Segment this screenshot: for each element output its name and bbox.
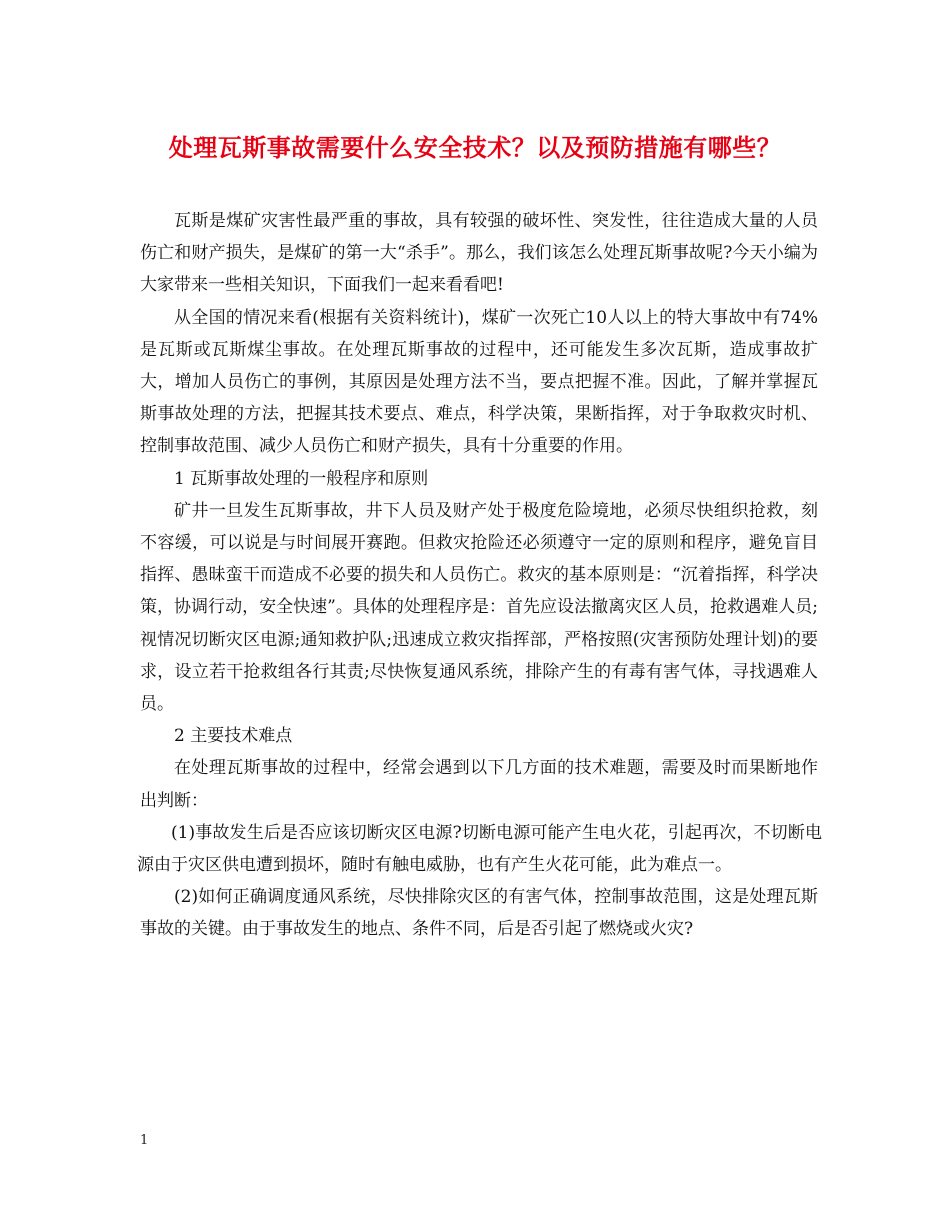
section-heading-2: 2 主要技术难点: [174, 726, 293, 747]
section-heading-1: 1 瓦斯事故处理的一般程序和原则: [174, 468, 429, 489]
difficulty-item-2: (2)如何正确调度通风系统，尽快排除灾区的有害气体，控制事故范围，这是处理瓦斯事故的关键。由于事故发生的地点、条件不同，后是否引起了燃烧或火灾?: [140, 887, 818, 940]
difficulties-paragraph: 在处理瓦斯事故的过程中，经常会遇到以下几方面的技术难题，需要及时而果断地作出判断：: [140, 758, 818, 811]
procedure-paragraph: 矿井一旦发生瓦斯事故，井下人员及财产处于极度危险境地，必须尽快组织抢救，刻不容缓，可以说是与时间展开赛跑。但救灾抢险还必须遵守一定的原则和程序，避免盲目指挥、愚昧蛮干而造成不必要的损失和人员伤亡。救灾的基本原则是：“沉着指挥，科学决策，协调行动，安全快速”。具体的处理程序是：首先应设法撤离灾区人员，抢救遇难人员;视情况切断灾区电源;通知救护队;迅速成立救灾指挥部，严格按照(灾害预防处理计划)的要求，设立若干抢救组各行其责;尽快恢复通风系统，排除产生的有毒有害气体，寻找遇难人员。: [140, 500, 818, 715]
difficulty-item-1: (1)事故发生后是否应该切断灾区电源?切断电源可能产生电火花，引起再次，不切断电源由于灾区供电遭到损坏，随时有触电威胁，也有产生火花可能，此为难点一。: [137, 822, 822, 876]
intro-paragraph: 瓦斯是煤矿灾害性最严重的事故，具有较强的破坏性、突发性，往往造成大量的人员伤亡和财产损失，是煤矿的第一大“杀手”。那么，我们该怎么处理瓦斯事故呢?今天小编为大家带来一些相关知识，下面我们一起来看看吧!: [140, 211, 818, 296]
document-body: [137, 205, 822, 946]
document-title: 处理瓦斯事故需要什么安全技术？以及预防措施有哪些？: [168, 133, 782, 162]
page-number: 1: [140, 1133, 149, 1148]
statistics-paragraph: 从全国的情况来看(根据有关资料统计)，煤矿一次死亡10人以上的特大事故中有74%是瓦斯或瓦斯煤尘事故。在处理瓦斯事故的过程中，还可能发生多次瓦斯，造成事故扩大，增加人员伤亡的事例，其原因是处理方法不当，要点把握不准。因此，了解并掌握瓦斯事故处理的方法，把握其技术要点、难点，科学决策，果断指挥，对于争取救灾时机、控制事故范围、减少人员伤亡和财产损失，具有十分重要的作用。: [140, 307, 818, 457]
